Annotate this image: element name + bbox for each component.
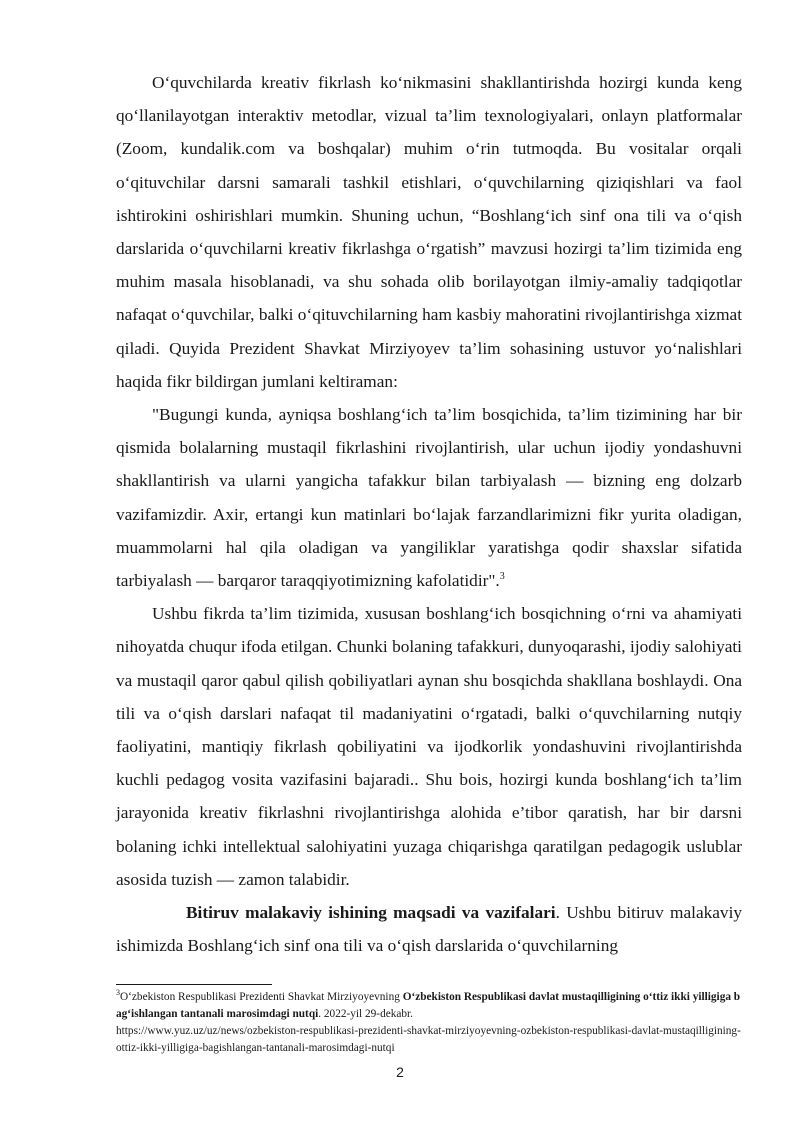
footnote-title: O‘zbekiston Respublikasi davlat mustaqilligining o‘ttiz ikki yilligiga bag‘ishlangan tantanali marosimdagi nutqi <box>116 991 741 1020</box>
footnote-url[interactable]: https://www.yuz.uz/uz/news/ozbekiston-respublikasi-prezidenti-shavkat-mirziyoyevning-ozbekiston-respublikasi-davlat-mustaqilligining-ottiz-ikki-yilligiga-bagishlangan-tantanali-marosimdagi-nutqi <box>116 1025 741 1054</box>
paragraph-goals <box>116 896 742 962</box>
quote-text: "Bugungi kunda, ayniqsa boshlang‘ich ta’lim bosqichida, ta’lim tizimining har bir qismida bolalarning mustaqil fikrlashini rivojlantirish, ular uchun ijodiy yondashuvni shakllantirish va ularni yangicha tafakkur bilan tarbiyalash — bizning eng dolzarb vazifamizdir. Axir, ertangi kun matinlari bo‘lajak farzandlarimizni fikr yurita oladigan, muammolarni hal qila oladigan va yangiliklar yaratishga qodir shaxslar sifatida tarbiyalash — barqaror taraqqiyotimizning kafolatidir". <box>116 405 742 591</box>
footnote-divider <box>116 984 272 985</box>
page-number: 2 <box>396 1064 404 1080</box>
goals-text: . Ushbu bitiruv malakaviy ishimizda Boshlang‘ich sinf ona tili va o‘qish darslarida o‘quvchilarning <box>116 903 743 956</box>
paragraph-analysis: Ushbu fikrda ta’lim tizimida, xususan boshlang‘ich bosqichning o‘rni va ahamiyati nihoyatda chuqur ifoda etilgan. Chunki bolaning tafakkuri, dunyoqarashi, ijodiy salohiyati va mustaqil qaror qabul qilish qobiliyatlari aynan shu bosqichda shakllana boshlaydi. Ona tili va o‘qish darslari nafaqat til madaniyatini o‘rgatadi, balki o‘quvchilarning nutqiy faoliyatini, mantiqiy fikrlash qobiliyatini va ijodkorlik yondashuvini rivojlantirishda kuchli pedagog vosita vazifasini bajaradi.. Shu bois, hozirgi kunda boshlang‘ich ta’lim jarayonida kreativ fikrlashni rivojlantirishga alohida e’tibor qaratish, har bir darsni bolaning ichki intellektual salohiyatini yuzaga chiqarishga qaratilgan pedagogik uslublar asosida tuzish — zamon talabidir. <box>116 604 742 889</box>
paragraph-quote <box>116 398 742 597</box>
footnote-text: O‘zbekiston Respublikasi Prezidenti Shavkat Mirziyoyevning <box>120 991 403 1003</box>
footnote <box>116 989 742 1057</box>
section-heading: Bitiruv malakaviy ishining maqsadi va vazifalari <box>186 903 556 923</box>
footnote-date: . 2022-yil 29-dekabr. <box>318 1008 413 1020</box>
paragraph-intro: O‘quvchilarda kreativ fikrlash ko‘nikmasini shakllantirishda hozirgi kunda keng qo‘llanilayotgan interaktiv metodlar, vizual ta’lim texnologiyalari, onlayn platformalar (Zoom, kundalik.com va boshqalar) muhim o‘rin tutmoqda. Bu vositalar orqali o‘qituvchilar darsni samarali tashkil etishlari, o‘quvchilarning qiziqishlari va faol ishtirokini oshirishlari mumkin. Shuning uchun, “Boshlang‘ich sinf ona tili va o‘qish darslarida o‘quvchilarni kreativ fikrlashga o‘rgatish” mavzusi hozirgi ta’lim tizimida eng muhim masala hisoblanadi, va shu sohada olib borilayotgan ilmiy-amaliy tadqiqotlar nafaqat o‘quvchilar, balki o‘qituvchilarning ham kasbiy mahoratini rivojlantirishga xizmat qiladi. Quyida Prezident Shavkat Mirziyoyev ta’lim sohasining ustuvor yo‘nalishlari haqida fikr bildirgan jumlani keltiraman: <box>116 73 742 391</box>
footnote-reference[interactable]: 3 <box>499 571 505 583</box>
footnote-mark: 3 <box>116 988 120 998</box>
page-body <box>116 66 742 962</box>
